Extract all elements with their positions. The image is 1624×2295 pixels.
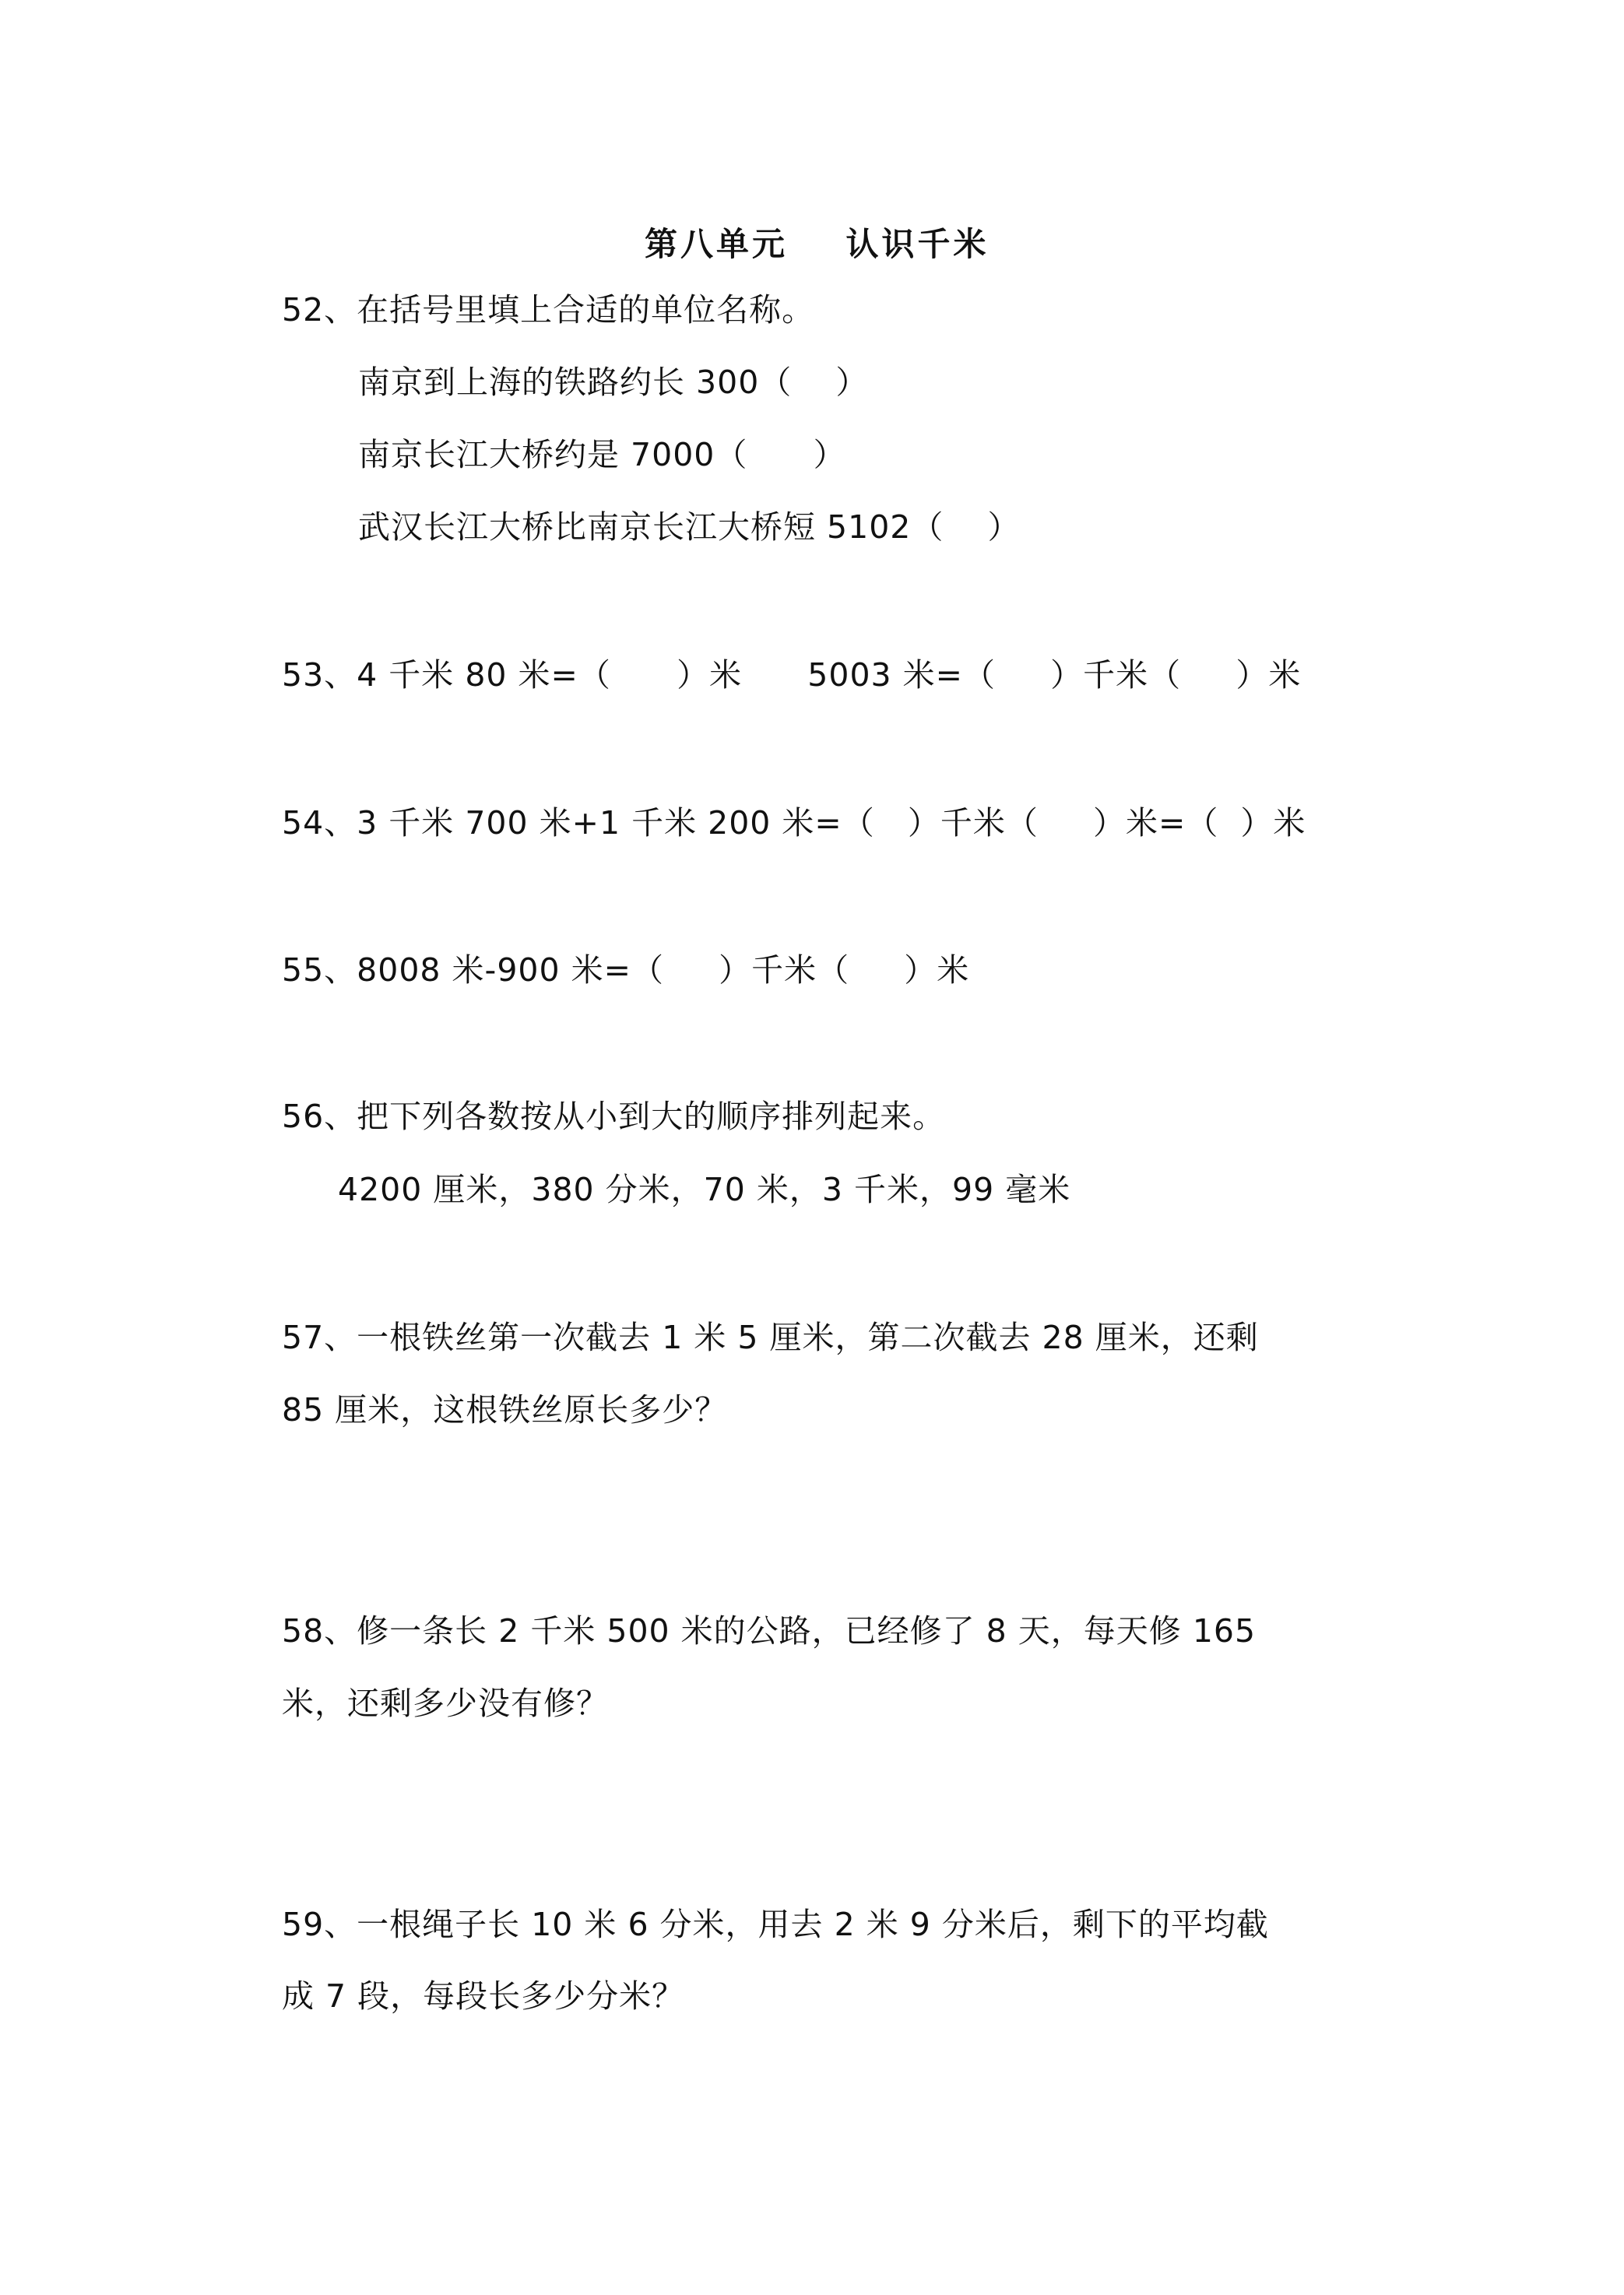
question-53: 53、4 千米 80 米=（ ）米 5003 米=（ ）千米（ ）米: [282, 656, 1302, 694]
question-52-line-1: 南京到上海的铁路约长 300（ ）: [358, 364, 869, 401]
question-54: 54、3 千米 700 米+1 千米 200 米=（ ）千米（ ）米=（ ）米: [282, 804, 1306, 842]
question-55: 55、8008 米-900 米=（ ）千米（ ）米: [282, 951, 970, 989]
question-59-line-2: 成 7 段，每段长多少分米？: [282, 1977, 685, 2015]
question-56-items: 4200 厘米，380 分米，70 米，3 千米，99 毫米: [338, 1171, 1071, 1208]
question-57-line-2: 85 厘米，这根铁丝原长多少？: [282, 1391, 728, 1429]
question-59-line-1: 59、一根绳子长 10 米 6 分米，用去 2 米 9 分米后，剩下的平均截: [282, 1906, 1269, 1943]
page-title: 第八单元 认识千米: [645, 225, 990, 263]
question-56-prompt: 56、把下列各数按从小到大的顺序排列起来。: [282, 1098, 946, 1135]
question-58-line-2: 米，还剩多少没有修？: [282, 1685, 609, 1722]
question-52-line-3: 武汉长江大桥比南京长江大桥短 5102（ ）: [358, 508, 1021, 546]
question-52-line-2: 南京长江大桥约是 7000（ ）: [358, 436, 846, 473]
question-52-prompt: 52、在括号里填上合适的单位名称。: [282, 291, 815, 329]
question-57-line-1: 57、一根铁丝第一次截去 1 米 5 厘米，第二次截去 28 厘米，还剩: [282, 1319, 1259, 1356]
question-58-line-1: 58、修一条长 2 千米 500 米的公路，已经修了 8 天，每天修 165: [282, 1612, 1257, 1650]
